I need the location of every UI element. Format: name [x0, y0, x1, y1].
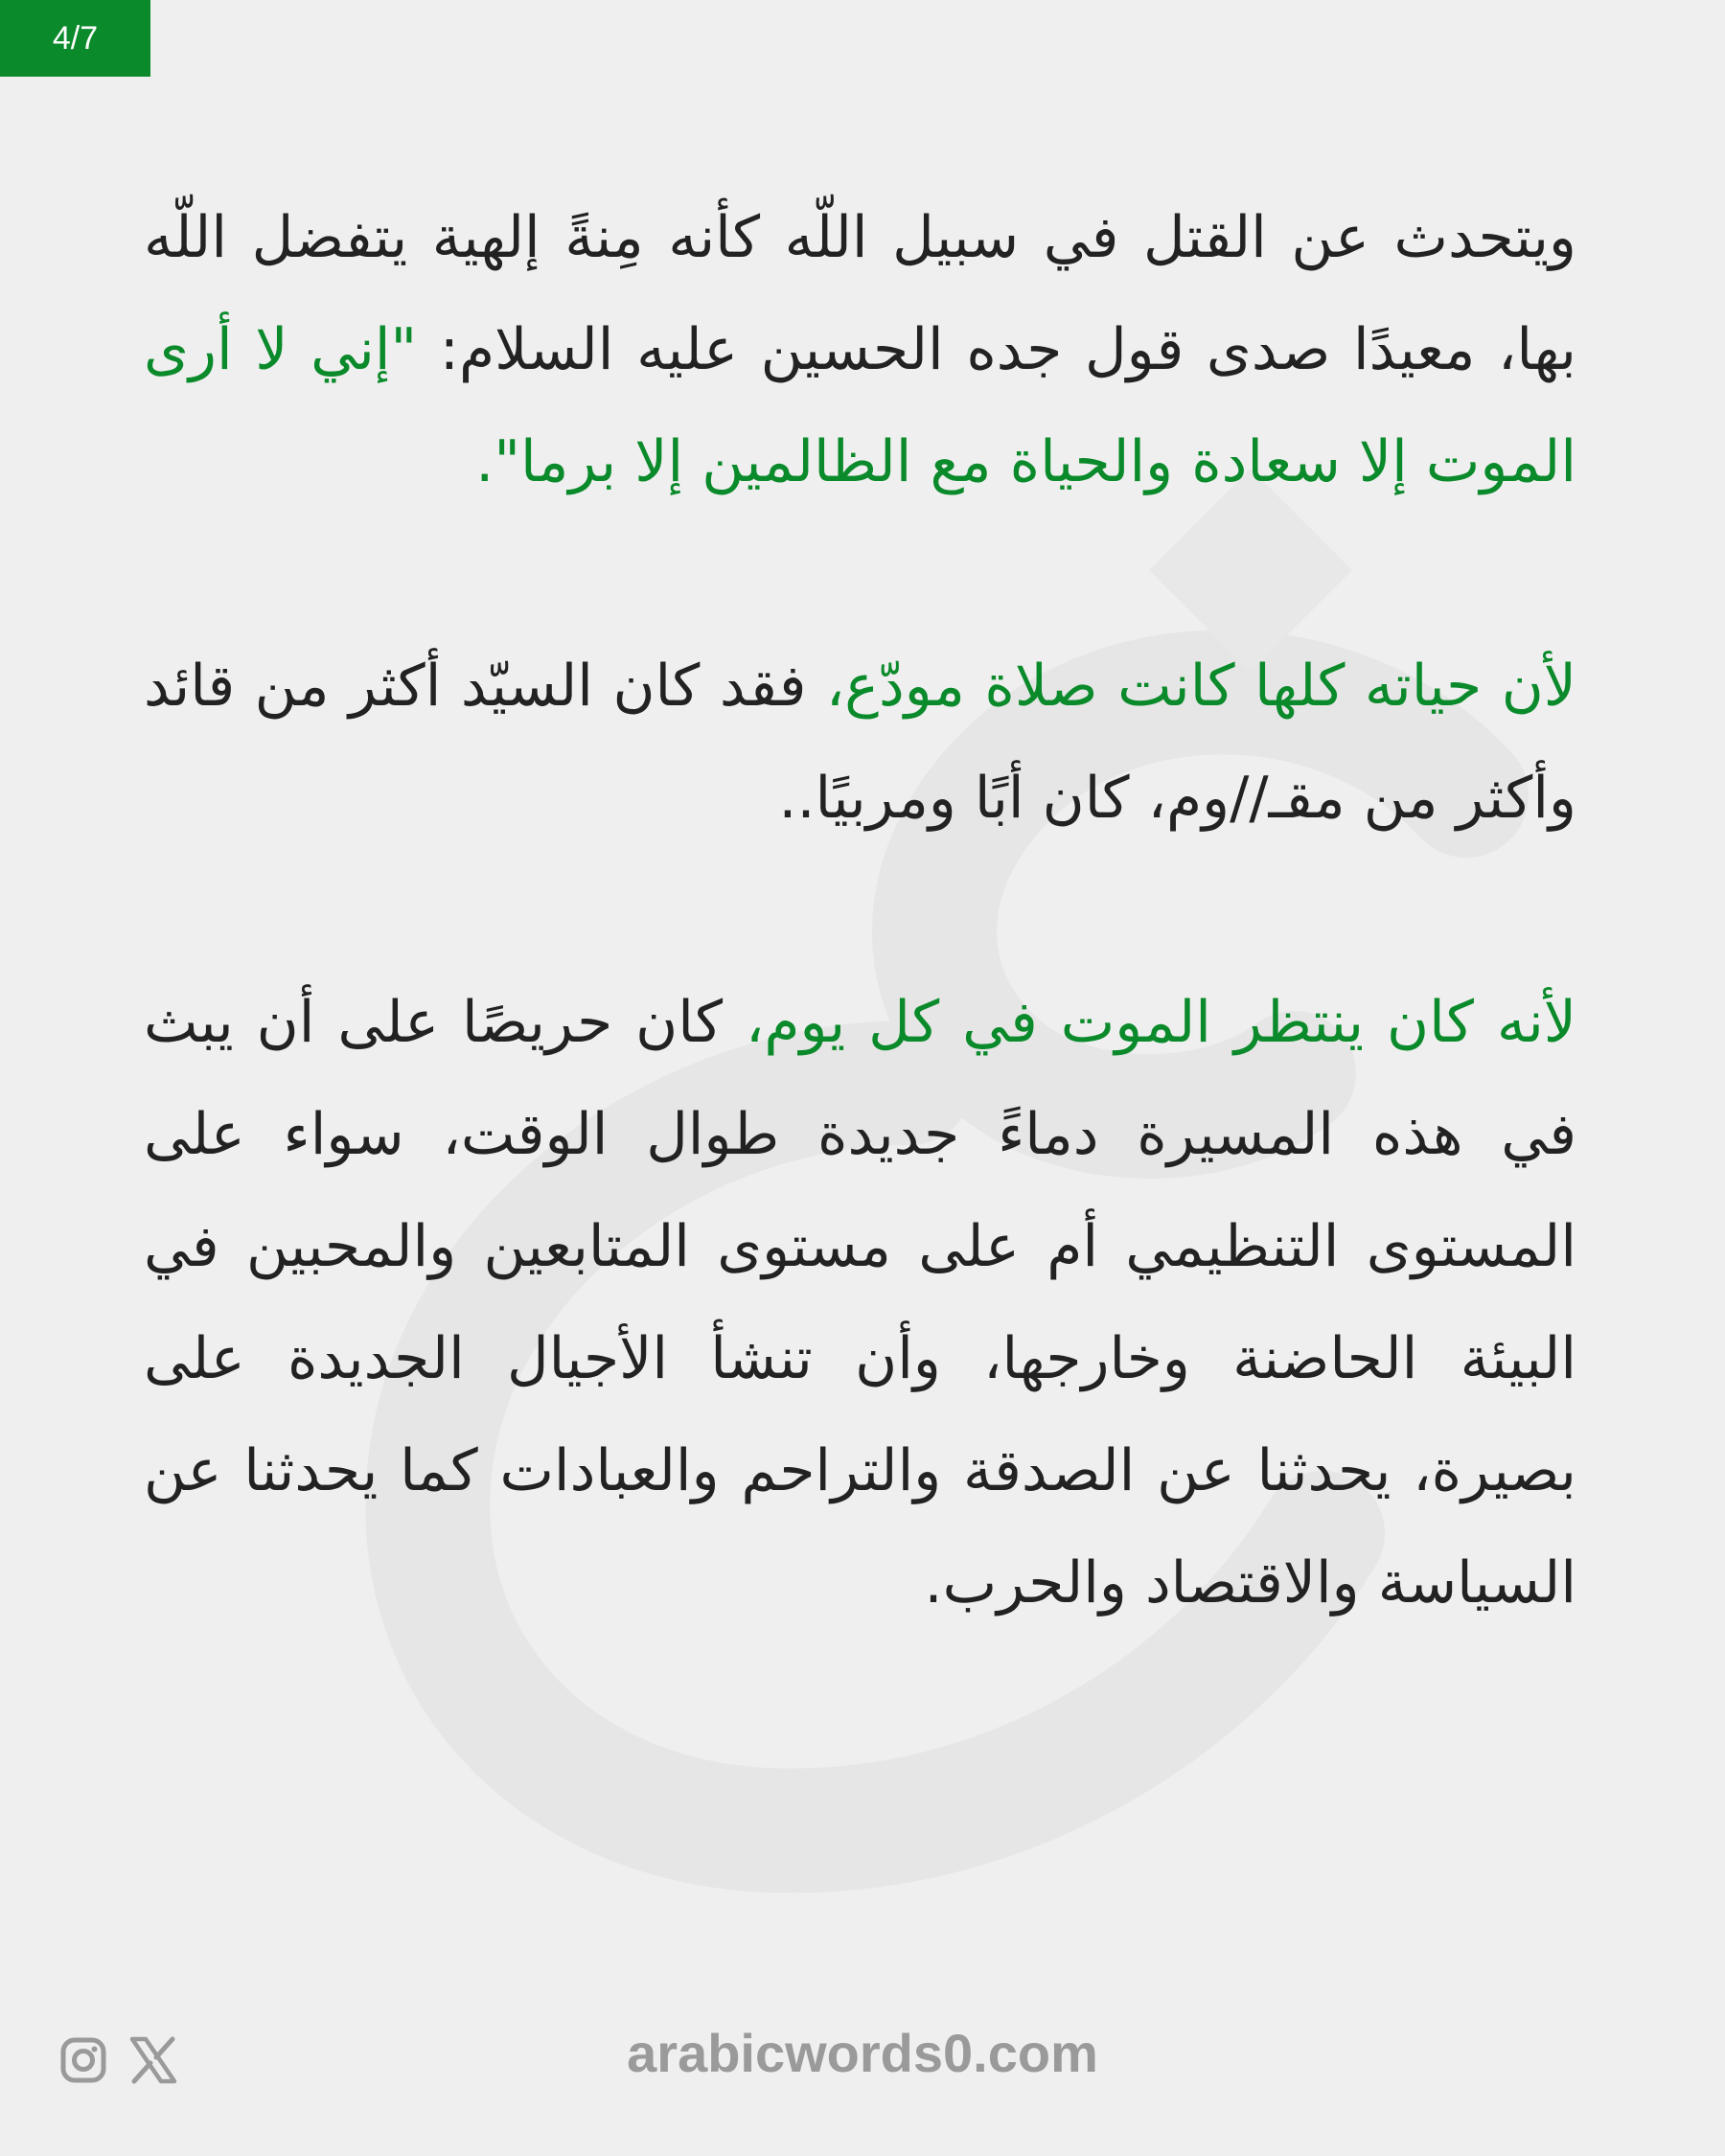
website-url[interactable]: arabicwords0.com [627, 2023, 1098, 2083]
paragraph-3-text: كان حريصًا على أن يبث في هذه المسيرة دماءً جديدة طوال الوقت، سواء على المستوى التنظيمي أم على مستوى المتابعين والمحبين في البيئة الحاضنة وخارجها، وأن تنشأ الأجيال الجديدة على بصيرة، يحدثنا عن الصدقة والتراحم والعبادات كما يحدثنا عن السياسة والاقتصاد والحرب. [144, 989, 1576, 1617]
paragraph-1-quote: "إني لا أرى الموت إلا سعادة والحياة مع الظالمين إلا برما". [144, 316, 1576, 495]
page-indicator: 4/7 [0, 0, 150, 77]
paragraph-2-text: فقد كان السيّد أكثر من قائد وأكثر من مقـ//وم، كان أبًا ومربيًا.. [144, 653, 1576, 832]
paragraph-2 [144, 631, 1576, 855]
paragraph-3-highlight: لأنه كان ينتظر الموت في كل يوم، [746, 989, 1576, 1056]
paragraph-3 [144, 967, 1576, 1640]
paragraph-2-highlight: لأن حياته كلها كانت صلاة مودّع، [825, 653, 1577, 720]
paragraph-1-text: ويتحدث عن القتل في سبيل اللّه كأنه مِنةً إلهية يتفضل اللّه بها، معيدًا صدى قول جده الحسين عليه السلام: [144, 204, 1576, 383]
paragraph-1 [144, 182, 1576, 518]
article-body [144, 182, 1576, 1640]
